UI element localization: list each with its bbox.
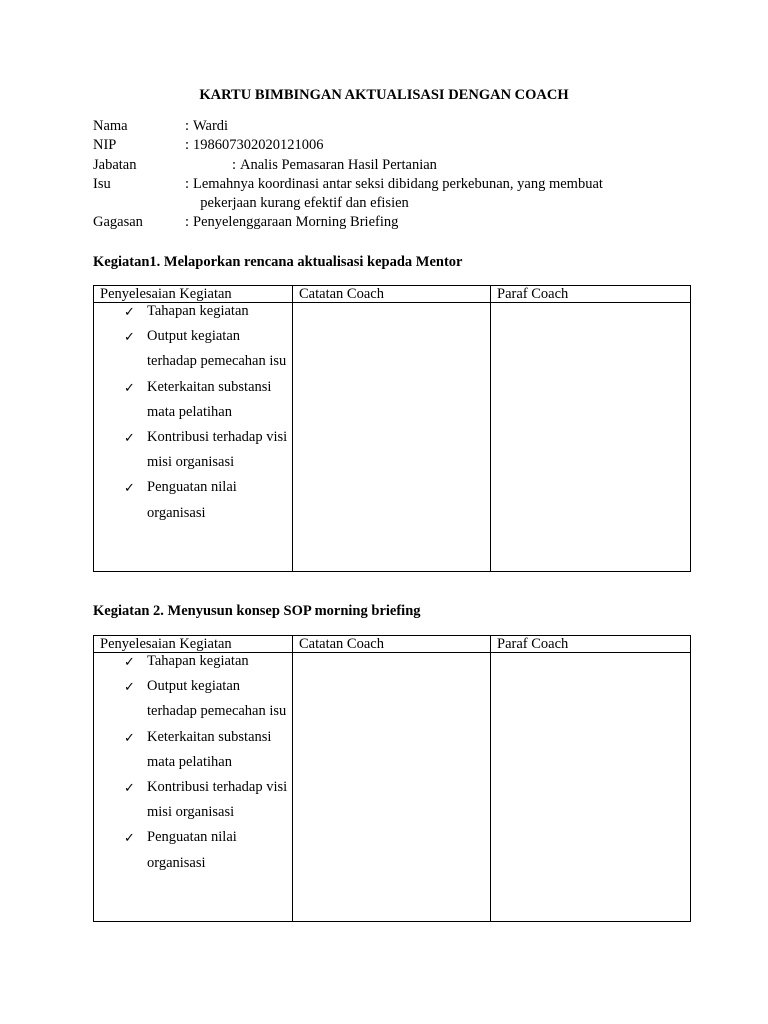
colon: : (232, 156, 237, 173)
checklist (94, 299, 292, 526)
kegiatan-1-table (93, 285, 691, 572)
info-row-isu-cont (93, 194, 693, 213)
checkmark-icon: ✓ (124, 654, 135, 669)
nama-value: Wardi (193, 118, 229, 134)
header-catatan-coach: Catatan Coach (293, 286, 491, 303)
checklist-item-text: Tahapan kegiatan (147, 303, 249, 319)
nama-label: Nama (93, 118, 128, 134)
kegiatan-2-table (93, 635, 691, 922)
checklist-item-text: Penguatan nilai organisasi (147, 829, 237, 871)
jabatan-label: Jabatan (93, 156, 137, 173)
info-row-isu (93, 175, 693, 194)
table-row (94, 303, 691, 572)
colon: : (185, 175, 190, 192)
catatan-coach-cell (293, 653, 491, 922)
info-block (93, 117, 693, 233)
checklist-item (94, 375, 292, 425)
section-title-kegiatan-1: Kegiatan1. Melaporkan rencana aktualisasi kepada Mentor (93, 254, 463, 270)
header-penyelesaian: Penyelesaian Kegiatan (94, 286, 293, 303)
jabatan-value: Analis Pemasaran Hasil Pertanian (240, 156, 437, 173)
isu-value: Lemahnya koordinasi antar seksi dibidang perkebunan, yang membuat (193, 175, 603, 192)
checklist-item-text: Output kegiatan terhadap pemecahan isu (147, 678, 287, 720)
header-paraf-coach: Paraf Coach (491, 636, 691, 653)
checkmark-icon: ✓ (124, 679, 135, 695)
checklist-item-text: Kontribusi terhadap visi misi organisasi (147, 429, 288, 471)
checkmark-icon: ✓ (124, 329, 135, 345)
checklist-item (94, 775, 292, 825)
gagasan-label: Gagasan (93, 214, 143, 231)
checklist-item-text: Kontribusi terhadap visi misi organisasi (147, 779, 288, 821)
penyelesaian-cell (94, 653, 293, 922)
checkmark-icon: ✓ (124, 780, 135, 796)
paraf-coach-cell (491, 653, 691, 922)
info-row-nip (93, 136, 693, 155)
header-catatan-coach: Catatan Coach (293, 636, 491, 653)
info-row-gagasan (93, 213, 693, 232)
checklist-item (94, 475, 292, 525)
checklist-item-text: Tahapan kegiatan (147, 653, 249, 669)
checkmark-icon: ✓ (124, 304, 135, 319)
checklist-item-text: Output kegiatan terhadap pemecahan isu (147, 328, 287, 370)
header-paraf-coach: Paraf Coach (491, 286, 691, 303)
colon: : (185, 137, 190, 154)
paraf-coach-cell (491, 303, 691, 572)
checklist-item (94, 324, 292, 374)
info-row-nama (93, 117, 693, 136)
checklist-item (94, 825, 292, 875)
checklist-item-text: Penguatan nilai organisasi (147, 479, 237, 521)
checklist-item (94, 649, 292, 674)
gagasan-value: Penyelenggaraan Morning Briefing (193, 214, 399, 231)
checkmark-icon: ✓ (124, 830, 135, 846)
header-penyelesaian: Penyelesaian Kegiatan (94, 636, 293, 653)
penyelesaian-cell (94, 303, 293, 572)
document-title: KARTU BIMBINGAN AKTUALISASI DENGAN COACH (199, 87, 569, 103)
checklist-item (94, 425, 292, 475)
isu-label: Isu (93, 175, 111, 192)
checklist-item-text: Keterkaitan substansi mata pelatihan (147, 728, 272, 770)
colon: : (185, 214, 190, 231)
checklist-item (94, 674, 292, 724)
checkmark-icon: ✓ (124, 430, 135, 446)
checklist-item-text: Keterkaitan substansi mata pelatihan (147, 378, 272, 420)
nip-value: 198607302020121006 (193, 137, 324, 154)
table-row (94, 653, 691, 922)
checkmark-icon: ✓ (124, 480, 135, 496)
checkmark-icon: ✓ (124, 729, 135, 745)
section-title-kegiatan-2: Kegiatan 2. Menyusun konsep SOP morning briefing (93, 603, 421, 619)
isu-value-cont-text: pekerjaan kurang efektif dan efisien (200, 195, 409, 212)
catatan-coach-cell (293, 303, 491, 572)
checklist-item (94, 725, 292, 775)
checklist (94, 649, 292, 876)
nip-label: NIP (93, 137, 117, 154)
checkmark-icon: ✓ (124, 379, 135, 395)
checklist-item (94, 299, 292, 324)
info-row-jabatan (93, 156, 693, 175)
isu-value-cont (193, 194, 409, 213)
colon: : (185, 118, 190, 134)
